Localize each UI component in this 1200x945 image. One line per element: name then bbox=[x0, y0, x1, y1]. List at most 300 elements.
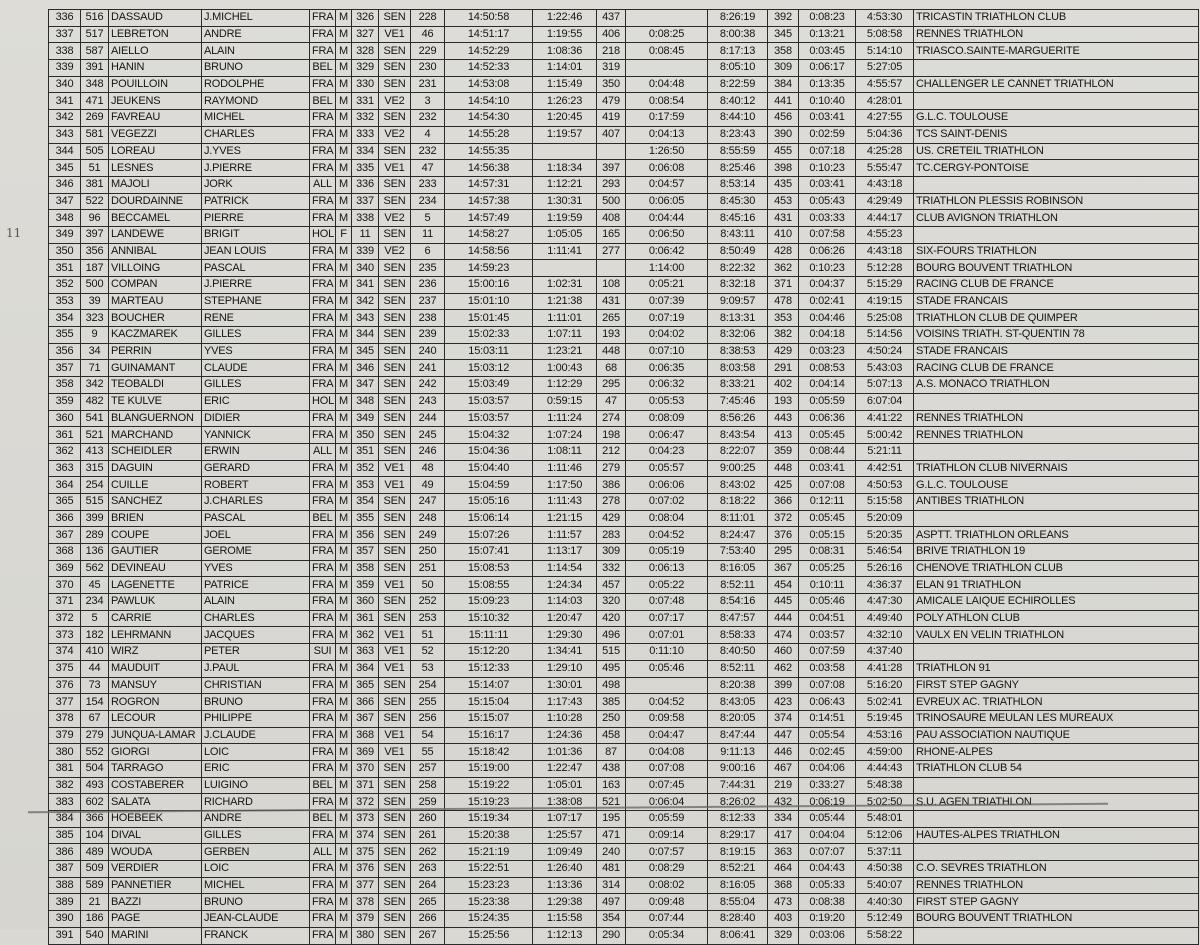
run-time-cell: 5:43:03 bbox=[856, 360, 914, 377]
sex-rank-cell: 343 bbox=[352, 310, 379, 327]
nationality-cell: FRA bbox=[310, 594, 336, 611]
category-cell: VE1 bbox=[379, 577, 411, 594]
category-rank-cell: 238 bbox=[411, 310, 445, 327]
bike-rank-cell: 445 bbox=[768, 594, 799, 611]
bike-rank-cell: 374 bbox=[768, 710, 799, 727]
sex-cell: M bbox=[336, 544, 352, 561]
bib-number-cell: 71 bbox=[81, 360, 109, 377]
table-row bbox=[49, 210, 1199, 227]
run-time-cell: 5:46:54 bbox=[856, 544, 914, 561]
club-cell: AMICALE LAIQUE ECHIROLLES bbox=[914, 594, 1199, 611]
first-name-cell: JACQUES bbox=[202, 627, 310, 644]
last-name-cell: FAVREAU bbox=[109, 110, 202, 127]
first-name-cell: RODOLPHE bbox=[202, 76, 310, 93]
bike-time-cell: 8:19:15 bbox=[708, 844, 768, 861]
sex-cell: M bbox=[336, 427, 352, 444]
swim-time-cell: 1:14:03 bbox=[533, 594, 597, 611]
first-name-cell: FRANCK bbox=[202, 927, 310, 944]
last-name-cell: TE KULVE bbox=[109, 393, 202, 410]
bike-time-cell: 8:13:31 bbox=[708, 310, 768, 327]
bike-rank-cell: 398 bbox=[768, 160, 799, 177]
sex-cell: F bbox=[336, 226, 352, 243]
swim-rank-cell: 193 bbox=[597, 327, 626, 344]
category-rank-cell: 48 bbox=[411, 460, 445, 477]
transition-1-cell: 0:06:42 bbox=[626, 243, 708, 260]
bike-rank-cell: 447 bbox=[768, 727, 799, 744]
overall-rank-cell: 367 bbox=[49, 527, 81, 544]
transition-2-cell: 0:02:45 bbox=[799, 744, 856, 761]
bike-time-cell: 8:22:07 bbox=[708, 443, 768, 460]
swim-rank-cell: 406 bbox=[597, 26, 626, 43]
swim-rank-cell: 497 bbox=[597, 894, 626, 911]
sex-cell: M bbox=[336, 310, 352, 327]
club-cell bbox=[914, 60, 1199, 77]
total-time-cell: 14:57:31 bbox=[445, 176, 533, 193]
nationality-cell: FRA bbox=[310, 110, 336, 127]
overall-rank-cell: 376 bbox=[49, 677, 81, 694]
swim-rank-cell bbox=[597, 143, 626, 160]
bib-number-cell: 540 bbox=[81, 927, 109, 944]
nationality-cell: FRA bbox=[310, 327, 336, 344]
bike-time-cell: 8:05:10 bbox=[708, 60, 768, 77]
swim-time-cell: 1:34:41 bbox=[533, 644, 597, 661]
bike-rank-cell: 376 bbox=[768, 527, 799, 544]
transition-2-cell: 0:03:33 bbox=[799, 210, 856, 227]
nationality-cell: FRA bbox=[310, 911, 336, 928]
bike-rank-cell: 425 bbox=[768, 477, 799, 494]
swim-time-cell: 1:26:23 bbox=[533, 93, 597, 110]
category-rank-cell: 232 bbox=[411, 143, 445, 160]
last-name-cell: CUILLE bbox=[109, 477, 202, 494]
category-cell: SEN bbox=[379, 777, 411, 794]
bike-time-cell: 8:50:49 bbox=[708, 243, 768, 260]
last-name-cell: VILLOING bbox=[109, 260, 202, 277]
run-time-cell: 4:53:30 bbox=[856, 10, 914, 27]
last-name-cell: SALATA bbox=[109, 794, 202, 811]
last-name-cell: MARTEAU bbox=[109, 293, 202, 310]
swim-rank-cell: 218 bbox=[597, 43, 626, 60]
sex-cell: M bbox=[336, 527, 352, 544]
bib-number-cell: 493 bbox=[81, 777, 109, 794]
total-time-cell: 15:12:33 bbox=[445, 660, 533, 677]
category-rank-cell: 246 bbox=[411, 443, 445, 460]
overall-rank-cell: 348 bbox=[49, 210, 81, 227]
swim-rank-cell bbox=[597, 260, 626, 277]
last-name-cell: ANNIBAL bbox=[109, 243, 202, 260]
first-name-cell: ERIC bbox=[202, 393, 310, 410]
sex-rank-cell: 380 bbox=[352, 927, 379, 944]
club-cell: C.O. SEVRES TRIATHLON bbox=[914, 861, 1199, 878]
first-name-cell: YVES bbox=[202, 343, 310, 360]
club-cell: TRIATHLON CLUB NIVERNAIS bbox=[914, 460, 1199, 477]
nationality-cell: FRA bbox=[310, 544, 336, 561]
overall-rank-cell: 356 bbox=[49, 343, 81, 360]
sex-cell: M bbox=[336, 110, 352, 127]
transition-2-cell: 0:08:23 bbox=[799, 10, 856, 27]
bib-number-cell: 602 bbox=[81, 794, 109, 811]
bike-time-cell: 8:40:50 bbox=[708, 644, 768, 661]
sex-rank-cell: 362 bbox=[352, 627, 379, 644]
swim-rank-cell: 448 bbox=[597, 343, 626, 360]
nationality-cell: FRA bbox=[310, 660, 336, 677]
transition-1-cell: 0:04:57 bbox=[626, 176, 708, 193]
bike-rank-cell: 428 bbox=[768, 243, 799, 260]
run-time-cell: 5:20:09 bbox=[856, 510, 914, 527]
overall-rank-cell: 388 bbox=[49, 877, 81, 894]
sex-rank-cell: 363 bbox=[352, 644, 379, 661]
run-time-cell: 5:37:11 bbox=[856, 844, 914, 861]
sex-cell: M bbox=[336, 410, 352, 427]
bike-rank-cell: 467 bbox=[768, 760, 799, 777]
transition-2-cell: 0:33:27 bbox=[799, 777, 856, 794]
run-time-cell: 4:44:43 bbox=[856, 760, 914, 777]
bib-number-cell: 136 bbox=[81, 544, 109, 561]
sex-cell: M bbox=[336, 911, 352, 928]
last-name-cell: KACZMAREK bbox=[109, 327, 202, 344]
run-time-cell: 4:43:18 bbox=[856, 243, 914, 260]
last-name-cell: POUILLOIN bbox=[109, 76, 202, 93]
transition-1-cell: 0:06:08 bbox=[626, 160, 708, 177]
transition-1-cell: 0:06:04 bbox=[626, 794, 708, 811]
category-rank-cell: 251 bbox=[411, 560, 445, 577]
sex-rank-cell: 360 bbox=[352, 594, 379, 611]
transition-2-cell: 0:05:43 bbox=[799, 193, 856, 210]
transition-2-cell: 0:05:15 bbox=[799, 527, 856, 544]
transition-1-cell: 0:06:06 bbox=[626, 477, 708, 494]
club-cell bbox=[914, 510, 1199, 527]
bike-time-cell: 8:26:19 bbox=[708, 10, 768, 27]
overall-rank-cell: 342 bbox=[49, 110, 81, 127]
bike-time-cell: 8:38:53 bbox=[708, 343, 768, 360]
category-cell: SEN bbox=[379, 110, 411, 127]
first-name-cell: GILLES bbox=[202, 827, 310, 844]
category-rank-cell: 244 bbox=[411, 410, 445, 427]
bike-rank-cell: 441 bbox=[768, 93, 799, 110]
total-time-cell: 15:04:36 bbox=[445, 443, 533, 460]
bib-number-cell: 482 bbox=[81, 393, 109, 410]
overall-rank-cell: 379 bbox=[49, 727, 81, 744]
nationality-cell: FRA bbox=[310, 343, 336, 360]
last-name-cell: PAGE bbox=[109, 911, 202, 928]
sex-cell: M bbox=[336, 160, 352, 177]
swim-rank-cell: 163 bbox=[597, 777, 626, 794]
transition-2-cell: 0:07:08 bbox=[799, 677, 856, 694]
transition-2-cell: 0:07:58 bbox=[799, 226, 856, 243]
run-time-cell: 4:50:53 bbox=[856, 477, 914, 494]
transition-1-cell: 0:04:08 bbox=[626, 744, 708, 761]
run-time-cell: 4:40:30 bbox=[856, 894, 914, 911]
transition-2-cell: 0:07:59 bbox=[799, 644, 856, 661]
nationality-cell: ALL bbox=[310, 443, 336, 460]
transition-2-cell: 0:05:59 bbox=[799, 393, 856, 410]
sex-rank-cell: 331 bbox=[352, 93, 379, 110]
category-cell: VE1 bbox=[379, 160, 411, 177]
first-name-cell: JEAN-CLAUDE bbox=[202, 911, 310, 928]
run-time-cell: 5:12:28 bbox=[856, 260, 914, 277]
transition-1-cell: 1:26:50 bbox=[626, 143, 708, 160]
total-time-cell: 15:01:10 bbox=[445, 293, 533, 310]
sex-rank-cell: 336 bbox=[352, 176, 379, 193]
sex-rank-cell: 334 bbox=[352, 143, 379, 160]
bike-rank-cell: 193 bbox=[768, 393, 799, 410]
total-time-cell: 15:23:38 bbox=[445, 894, 533, 911]
table-row bbox=[49, 877, 1199, 894]
swim-time-cell: 1:00:43 bbox=[533, 360, 597, 377]
sex-cell: M bbox=[336, 560, 352, 577]
sex-rank-cell: 379 bbox=[352, 911, 379, 928]
category-cell: SEN bbox=[379, 710, 411, 727]
club-cell: BOURG BOUVENT TRIATHLON bbox=[914, 911, 1199, 928]
bike-rank-cell: 473 bbox=[768, 894, 799, 911]
run-time-cell: 4:27:55 bbox=[856, 110, 914, 127]
transition-2-cell: 0:10:40 bbox=[799, 93, 856, 110]
swim-time-cell: 1:15:49 bbox=[533, 76, 597, 93]
table-row bbox=[49, 794, 1199, 811]
overall-rank-cell: 391 bbox=[49, 927, 81, 944]
sex-cell: M bbox=[336, 644, 352, 661]
swim-time-cell: 1:14:54 bbox=[533, 560, 597, 577]
nationality-cell: FRA bbox=[310, 894, 336, 911]
bike-time-cell: 8:43:02 bbox=[708, 477, 768, 494]
transition-2-cell: 0:02:59 bbox=[799, 126, 856, 143]
bib-number-cell: 348 bbox=[81, 76, 109, 93]
table-row bbox=[49, 360, 1199, 377]
swim-rank-cell: 385 bbox=[597, 694, 626, 711]
table-row bbox=[49, 443, 1199, 460]
transition-1-cell: 0:05:53 bbox=[626, 393, 708, 410]
swim-rank-cell: 314 bbox=[597, 877, 626, 894]
transition-2-cell: 0:03:41 bbox=[799, 460, 856, 477]
sex-cell: M bbox=[336, 393, 352, 410]
run-time-cell: 5:58:22 bbox=[856, 927, 914, 944]
transition-2-cell: 0:04:37 bbox=[799, 277, 856, 294]
table-row bbox=[49, 226, 1199, 243]
category-rank-cell: 52 bbox=[411, 644, 445, 661]
sex-cell: M bbox=[336, 477, 352, 494]
bike-rank-cell: 390 bbox=[768, 126, 799, 143]
transition-1-cell: 0:08:04 bbox=[626, 510, 708, 527]
run-time-cell: 5:20:35 bbox=[856, 527, 914, 544]
sex-rank-cell: 347 bbox=[352, 377, 379, 394]
run-time-cell: 5:15:29 bbox=[856, 277, 914, 294]
category-rank-cell: 241 bbox=[411, 360, 445, 377]
total-time-cell: 15:21:19 bbox=[445, 844, 533, 861]
swim-time-cell: 1:30:01 bbox=[533, 677, 597, 694]
bib-number-cell: 397 bbox=[81, 226, 109, 243]
club-cell: SIX-FOURS TRIATHLON bbox=[914, 243, 1199, 260]
swim-rank-cell: 279 bbox=[597, 460, 626, 477]
table-row bbox=[49, 110, 1199, 127]
run-time-cell: 4:41:22 bbox=[856, 410, 914, 427]
club-cell: RACING CLUB DE FRANCE bbox=[914, 360, 1199, 377]
bike-rank-cell: 456 bbox=[768, 110, 799, 127]
first-name-cell: PATRICE bbox=[202, 577, 310, 594]
transition-2-cell: 0:03:57 bbox=[799, 627, 856, 644]
swim-time-cell: 1:11:57 bbox=[533, 527, 597, 544]
transition-1-cell: 0:05:46 bbox=[626, 660, 708, 677]
last-name-cell: GAUTIER bbox=[109, 544, 202, 561]
category-rank-cell: 267 bbox=[411, 927, 445, 944]
swim-time-cell bbox=[533, 260, 597, 277]
swim-time-cell: 1:23:21 bbox=[533, 343, 597, 360]
run-time-cell: 5:19:45 bbox=[856, 710, 914, 727]
bike-time-cell: 9:11:13 bbox=[708, 744, 768, 761]
sex-cell: M bbox=[336, 43, 352, 60]
table-row bbox=[49, 477, 1199, 494]
swim-rank-cell: 429 bbox=[597, 510, 626, 527]
total-time-cell: 15:19:34 bbox=[445, 811, 533, 828]
bike-time-cell: 8:52:11 bbox=[708, 660, 768, 677]
total-time-cell: 15:25:56 bbox=[445, 927, 533, 944]
sex-cell: M bbox=[336, 777, 352, 794]
table-row bbox=[49, 76, 1199, 93]
run-time-cell: 4:42:51 bbox=[856, 460, 914, 477]
last-name-cell: PAWLUK bbox=[109, 594, 202, 611]
bike-rank-cell: 444 bbox=[768, 610, 799, 627]
swim-rank-cell: 293 bbox=[597, 176, 626, 193]
club-cell bbox=[914, 644, 1199, 661]
run-time-cell: 5:26:16 bbox=[856, 560, 914, 577]
first-name-cell: CHRISTIAN bbox=[202, 677, 310, 694]
transition-1-cell: 0:04:52 bbox=[626, 694, 708, 711]
category-cell: SEN bbox=[379, 911, 411, 928]
sex-rank-cell: 373 bbox=[352, 811, 379, 828]
transition-1-cell: 0:08:02 bbox=[626, 877, 708, 894]
bike-rank-cell: 359 bbox=[768, 443, 799, 460]
transition-1-cell: 0:05:59 bbox=[626, 811, 708, 828]
category-rank-cell: 232 bbox=[411, 110, 445, 127]
category-cell: SEN bbox=[379, 226, 411, 243]
category-rank-cell: 247 bbox=[411, 493, 445, 510]
transition-2-cell: 0:04:46 bbox=[799, 310, 856, 327]
overall-rank-cell: 373 bbox=[49, 627, 81, 644]
first-name-cell: JEAN LOUIS bbox=[202, 243, 310, 260]
nationality-cell: FRA bbox=[310, 493, 336, 510]
category-rank-cell: 230 bbox=[411, 60, 445, 77]
nationality-cell: FRA bbox=[310, 360, 336, 377]
bib-number-cell: 67 bbox=[81, 710, 109, 727]
sex-cell: M bbox=[336, 744, 352, 761]
swim-rank-cell: 274 bbox=[597, 410, 626, 427]
transition-2-cell: 0:07:07 bbox=[799, 844, 856, 861]
sex-cell: M bbox=[336, 894, 352, 911]
bike-rank-cell: 353 bbox=[768, 310, 799, 327]
sex-rank-cell: 365 bbox=[352, 677, 379, 694]
swim-rank-cell: 458 bbox=[597, 727, 626, 744]
bike-rank-cell: 329 bbox=[768, 927, 799, 944]
transition-2-cell: 0:04:04 bbox=[799, 827, 856, 844]
transition-1-cell: 0:05:57 bbox=[626, 460, 708, 477]
last-name-cell: BECCAMEL bbox=[109, 210, 202, 227]
transition-1-cell: 0:11:10 bbox=[626, 644, 708, 661]
category-rank-cell: 5 bbox=[411, 210, 445, 227]
total-time-cell: 14:52:33 bbox=[445, 60, 533, 77]
category-cell: VE1 bbox=[379, 477, 411, 494]
total-time-cell: 15:11:11 bbox=[445, 627, 533, 644]
table-row bbox=[49, 493, 1199, 510]
transition-2-cell: 0:03:41 bbox=[799, 176, 856, 193]
bib-number-cell: 509 bbox=[81, 861, 109, 878]
transition-1-cell: 0:04:02 bbox=[626, 327, 708, 344]
first-name-cell: MICHEL bbox=[202, 877, 310, 894]
sex-cell: M bbox=[336, 210, 352, 227]
overall-rank-cell: 355 bbox=[49, 327, 81, 344]
swim-time-cell: 1:07:11 bbox=[533, 327, 597, 344]
nationality-cell: FRA bbox=[310, 126, 336, 143]
sex-rank-cell: 338 bbox=[352, 210, 379, 227]
bike-time-cell: 8:22:32 bbox=[708, 260, 768, 277]
bike-rank-cell: 392 bbox=[768, 10, 799, 27]
sex-rank-cell: 332 bbox=[352, 110, 379, 127]
club-cell: RENNES TRIATHLON bbox=[914, 26, 1199, 43]
table-row bbox=[49, 777, 1199, 794]
category-cell: SEN bbox=[379, 510, 411, 527]
total-time-cell: 15:03:49 bbox=[445, 377, 533, 394]
category-cell: SEN bbox=[379, 343, 411, 360]
category-rank-cell: 53 bbox=[411, 660, 445, 677]
swim-time-cell: 1:21:15 bbox=[533, 510, 597, 527]
club-cell: VAULX EN VELIN TRIATHLON bbox=[914, 627, 1199, 644]
swim-time-cell: 1:17:50 bbox=[533, 477, 597, 494]
overall-rank-cell: 338 bbox=[49, 43, 81, 60]
bike-time-cell: 8:58:33 bbox=[708, 627, 768, 644]
last-name-cell: LANDEWE bbox=[109, 226, 202, 243]
sex-rank-cell: 333 bbox=[352, 126, 379, 143]
bib-number-cell: 471 bbox=[81, 93, 109, 110]
nationality-cell: FRA bbox=[310, 193, 336, 210]
table-row bbox=[49, 143, 1199, 160]
first-name-cell: ANDRE bbox=[202, 26, 310, 43]
bib-number-cell: 21 bbox=[81, 894, 109, 911]
sex-cell: M bbox=[336, 460, 352, 477]
category-cell: SEN bbox=[379, 877, 411, 894]
category-rank-cell: 51 bbox=[411, 627, 445, 644]
total-time-cell: 14:58:27 bbox=[445, 226, 533, 243]
category-cell: SEN bbox=[379, 560, 411, 577]
table-row bbox=[49, 677, 1199, 694]
last-name-cell: COUPE bbox=[109, 527, 202, 544]
run-time-cell: 4:50:38 bbox=[856, 861, 914, 878]
bike-rank-cell: 443 bbox=[768, 410, 799, 427]
total-time-cell: 15:07:41 bbox=[445, 544, 533, 561]
club-cell: VOISINS TRIATH. ST-QUENTIN 78 bbox=[914, 327, 1199, 344]
first-name-cell: ALAIN bbox=[202, 594, 310, 611]
swim-time-cell: 1:08:36 bbox=[533, 43, 597, 60]
category-rank-cell: 239 bbox=[411, 327, 445, 344]
run-time-cell: 4:53:16 bbox=[856, 727, 914, 744]
total-time-cell: 14:59:23 bbox=[445, 260, 533, 277]
sex-rank-cell: 339 bbox=[352, 243, 379, 260]
bike-time-cell: 8:56:26 bbox=[708, 410, 768, 427]
nationality-cell: BEL bbox=[310, 60, 336, 77]
table-row bbox=[49, 377, 1199, 394]
run-time-cell: 4:59:00 bbox=[856, 744, 914, 761]
overall-rank-cell: 351 bbox=[49, 260, 81, 277]
last-name-cell: MARINI bbox=[109, 927, 202, 944]
bib-number-cell: 500 bbox=[81, 277, 109, 294]
last-name-cell: BLANGUERNON bbox=[109, 410, 202, 427]
nationality-cell: BEL bbox=[310, 811, 336, 828]
first-name-cell: PHILIPPE bbox=[202, 710, 310, 727]
run-time-cell: 4:47:30 bbox=[856, 594, 914, 611]
category-cell: SEN bbox=[379, 60, 411, 77]
sex-rank-cell: 376 bbox=[352, 861, 379, 878]
category-cell: SEN bbox=[379, 861, 411, 878]
nationality-cell: FRA bbox=[310, 210, 336, 227]
bike-rank-cell: 464 bbox=[768, 861, 799, 878]
swim-time-cell: 1:11:43 bbox=[533, 493, 597, 510]
transition-2-cell: 0:05:45 bbox=[799, 510, 856, 527]
